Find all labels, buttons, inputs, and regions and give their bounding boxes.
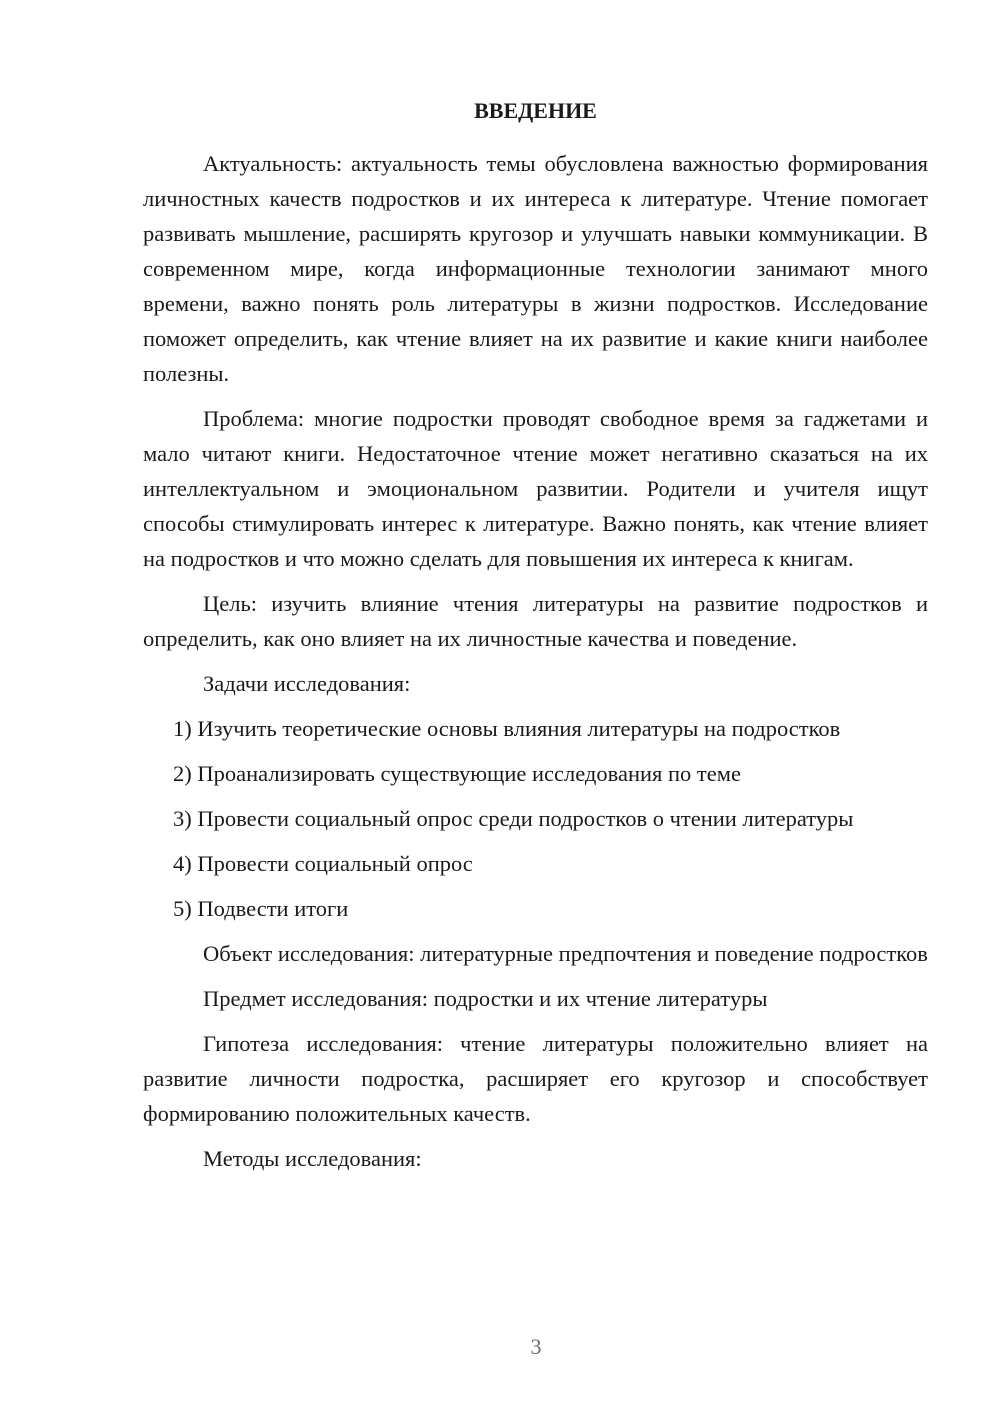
task-item-4: 4) Провести социальный опрос [173, 851, 473, 876]
subject-paragraph: Предмет исследования: подростки и их чтение литературы [203, 986, 768, 1011]
goal-paragraph: Цель: изучить влияние чтения литературы на развитие подростков и определить, как оно влияет на их личностные качества и поведение. [143, 591, 928, 651]
task-item-1: 1) Изучить теоретические основы влияния литературы на подростков [173, 716, 841, 741]
page-number: 3 [530, 1334, 542, 1359]
page-title: ВВЕДЕНИЕ [474, 98, 597, 123]
tasks-heading: Задачи исследования: [203, 671, 411, 696]
methods-heading: Методы исследования: [203, 1146, 422, 1171]
document-page [143, 96, 928, 1186]
relevance-paragraph: Актуальность: актуальность темы обусловлена важностью формирования личностных качеств подростков и их интереса к литературе. Чтение помогает развивать мышление, расширять кругозор и улучшать навыки коммуникации. В современном мире, когда информационные технологии занимают много времени, важно понять роль литературы в жизни подростков. Исследование поможет определить, как чтение влияет на их развитие и какие книги наиболее полезны. [143, 151, 928, 386]
object-paragraph: Объект исследования: литературные предпочтения и поведение подростков [203, 941, 928, 966]
task-item-2: 2) Проанализировать существующие исследования по теме [173, 761, 741, 786]
task-item-5: 5) Подвести итоги [173, 896, 349, 921]
hypothesis-paragraph: Гипотеза исследования: чтение литературы положительно влияет на развитие личности подростка, расширяет его кругозор и способствует формированию положительных качеств. [143, 1031, 928, 1126]
problem-paragraph: Проблема: многие подростки проводят свободное время за гаджетами и мало читают книги. Недостаточное чтение может негативно сказаться на их интеллектуальном и эмоциональном развитии. Родители и учителя ищут способы стимулировать интерес к литературе. Важно понять, как чтение влияет на подростков и что можно сделать для повышения их интереса к книгам. [143, 406, 928, 571]
task-item-3: 3) Провести социальный опрос среди подростков о чтении литературы [173, 806, 854, 831]
